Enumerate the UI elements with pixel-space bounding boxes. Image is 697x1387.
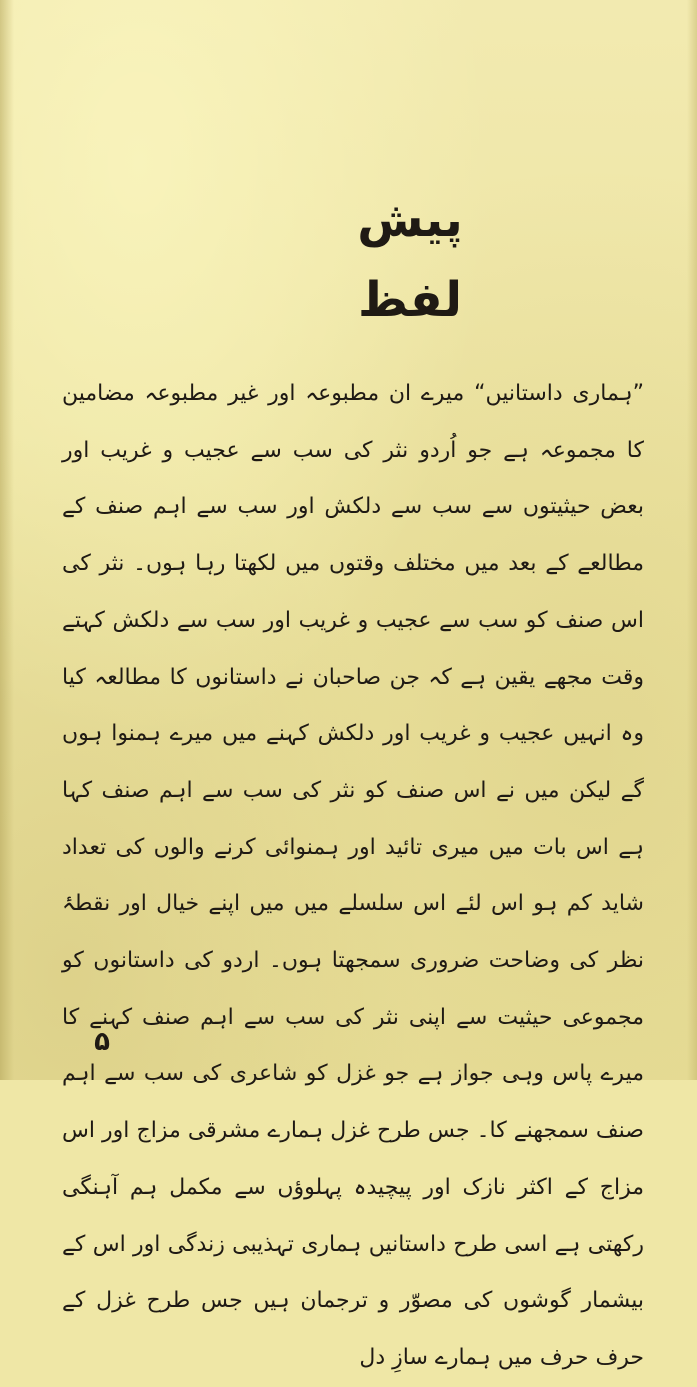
body-paragraph: ”ہماری داستانیں“ میرے ان مطبوعہ اور غیر مطبوعہ مضامین کا مجموعہ ہے جو اُردو نثر کی سب سے عجیب و غریب اور بعض حیثیتوں سے سب سے دلکش اور سب سے اہم صنف کے مطالعے کے بعد میں مختلف وقتوں میں لکھتا رہا ہوں۔ نثر کی اس صنف کو سب سے عجیب و غریب اور سب سے دلکش کہتے وقت مجھے یقین ہے کہ جن صاحبان نے داستانوں کا مطالعہ کیا وہ انہیں عجیب و غریب اور دلکش کہنے میں میرے ہمنوا ہوں گے لیکن میں نے اس صنف کو نثر کی سب سے اہم صنف کہا ہے اس بات میں میری تائید اور ہمنوائی کرنے والوں کی تعداد شاید کم ہو اس لئے اس سلسلے میں میں اپنے خیال اور نقطۂ نظر کی وضاحت ضروری سمجھتا ہوں۔ اردو کی داستانوں کو مجموعی حیثیت سے اپنی نثر کی سب سے اہم صنف کہنے کا میرے پاس وہی جواز ہے جو غزل کو شاعری کی سب سے اہم صنف سمجھنے کا۔ جس طرح غزل ہمارے مشرقی مزاج اور اس مزاج کے اکثر نازک اور پیچیدہ پہلوؤں سے مکمل ہم آہنگی رکھتی ہے اسی طرح داستانیں ہماری تہذیبی زندگی اور اس کے بیشمار گوشوں کی مصوّر و ترجمان ہیں جس طرح غزل کے حرف حرف میں ہمارے سازِ دل [62,381,644,1370]
page-edge-right [687,0,697,1080]
page-number: ۵ [94,1027,110,1057]
page-title: پیش لفظ [357,192,463,328]
page-edge-left [0,0,14,1080]
